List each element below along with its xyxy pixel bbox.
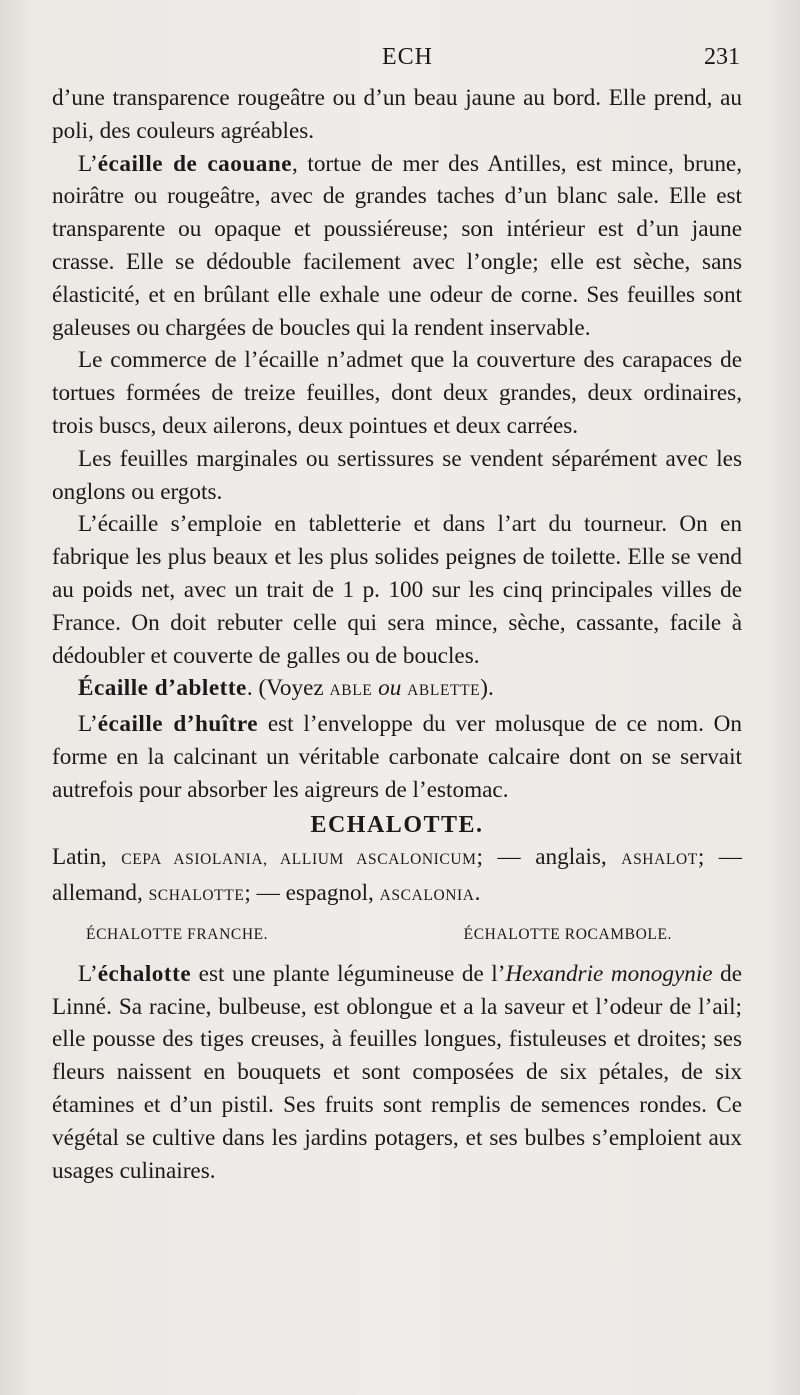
term-ecaille-huitre: écaille d’huître bbox=[97, 711, 259, 738]
paragraph-ecaille-huitre bbox=[52, 708, 742, 806]
term-ecaille-caouane: écaille de caouane bbox=[97, 150, 293, 177]
paragraph-continued: d’une transparence rougeâtre ou d’un beau jaune au bord. Elle prend, au poli, des couleurs agréables. bbox=[52, 85, 742, 144]
paragraph-text: est une plante légumineuse de l’ bbox=[191, 960, 506, 987]
synonyms-end: . bbox=[474, 880, 481, 907]
cross-ref-able: ABLE bbox=[329, 682, 373, 700]
page-header bbox=[52, 44, 740, 74]
separator: ; — anglais, bbox=[476, 844, 622, 871]
cross-ref-or: ou bbox=[378, 675, 402, 702]
variety-rocambole: ÉCHALOTTE ROCAMBOLE. bbox=[463, 925, 672, 943]
paragraph-commerce: Le commerce de l’écaille n’admet que la couverture des carapaces de tortues formées de treize feuilles, dont deux grandes, deux ordinaires, trois buscs, deux ailerons, deux pointues et deux carrées. bbox=[52, 347, 742, 439]
running-head: ECH bbox=[382, 44, 433, 70]
variety-franche: ÉCHALOTTE FRANCHE. bbox=[86, 925, 269, 943]
section-title: ECHALOTTE. bbox=[310, 811, 484, 838]
paragraph-ecaille-caouane bbox=[52, 148, 742, 345]
paragraph-feuilles-marginales: Les feuilles marginales ou sertissures se vendent séparément avec les onglons ou ergots. bbox=[52, 445, 742, 505]
paragraph-text: , tortue de mer des Antilles, est mince, brune, noirâtre ou rougeâtre, avec de grandes taches d’un blanc sale. Elle est transparente ou opaque et poussiéreuse; son intérieur est d’un jaune crasse. Elle se dédouble facilement avec l’ongle; elle est sèche, sans élasticité, et en brûlant elle exhale une odeur de corne. Ses feuilles sont galeuses ou chargées de boucles qui la rendent inservable. bbox=[52, 150, 742, 341]
separator: ; — allemand, bbox=[52, 844, 742, 907]
ref-close: ). bbox=[480, 675, 494, 702]
german-name: SCHALOTTE bbox=[148, 887, 245, 905]
separator: ; — espagnol, bbox=[244, 880, 380, 907]
prefix: L’ bbox=[78, 711, 98, 738]
english-name: ASHALOT bbox=[621, 851, 698, 869]
synonyms-line bbox=[52, 841, 742, 913]
term-ecaille-ablette: Écaille d’ablette bbox=[78, 675, 247, 702]
paragraph-text: de Linné. Sa racine, bulbeuse, est oblongue et a la saveur et l’odeur de l’ail; elle pousse des tiges creuses, à feuilles longues, fistuleuses et droites; ses fleurs naissent en bouquets et sont composées de six pétales, de six étamines et d’un pistil. Ses fruits sont remplis de semences rondes. Ce végétal se cultive dans les jardins potagers, et ses bulbes s’emploient aux usages culinaires. bbox=[52, 960, 742, 1184]
paragraph-emploi: L’écaille s’emploie en tabletterie et dans l’art du tourneur. On en fabrique les plus beaux et les plus solides peignes de toilette. Elle se vend au poids net, avec un trait de 1 p. 100 sur les cinq principales villes de France. On doit rebuter celle qui sera mince, sèche, cassante, facile à dédoubler et couverte de galles ou de boucles. bbox=[52, 511, 742, 669]
paragraph-ecaille-ablette bbox=[52, 672, 742, 708]
body-text bbox=[52, 82, 742, 1187]
spanish-name: ASCALONIA bbox=[379, 887, 475, 905]
latin-name: CEPA ASIOLANIA, ALLIUM ASCALONICUM bbox=[121, 851, 477, 869]
paragraph-echalotte bbox=[52, 958, 742, 1188]
taxon-name: Hexandrie monogynie bbox=[505, 960, 713, 987]
prefix: L’ bbox=[78, 150, 98, 177]
ref-open: . (Voyez bbox=[246, 675, 330, 702]
paragraph-text: est l’enveloppe du ver molusque de ce nom. On forme en la calcinant un véritable carbonate calcaire dont on se servait autrefois pour absorber les aigreurs de l’estomac. bbox=[52, 711, 742, 803]
varieties-row bbox=[52, 913, 742, 958]
term-echalotte: échalotte bbox=[97, 960, 192, 987]
page-number: 231 bbox=[704, 44, 740, 70]
synonyms-lead: Latin, bbox=[52, 844, 122, 871]
prefix: L’ bbox=[78, 960, 98, 987]
cross-ref-ablette: ABLETTE bbox=[407, 682, 481, 700]
